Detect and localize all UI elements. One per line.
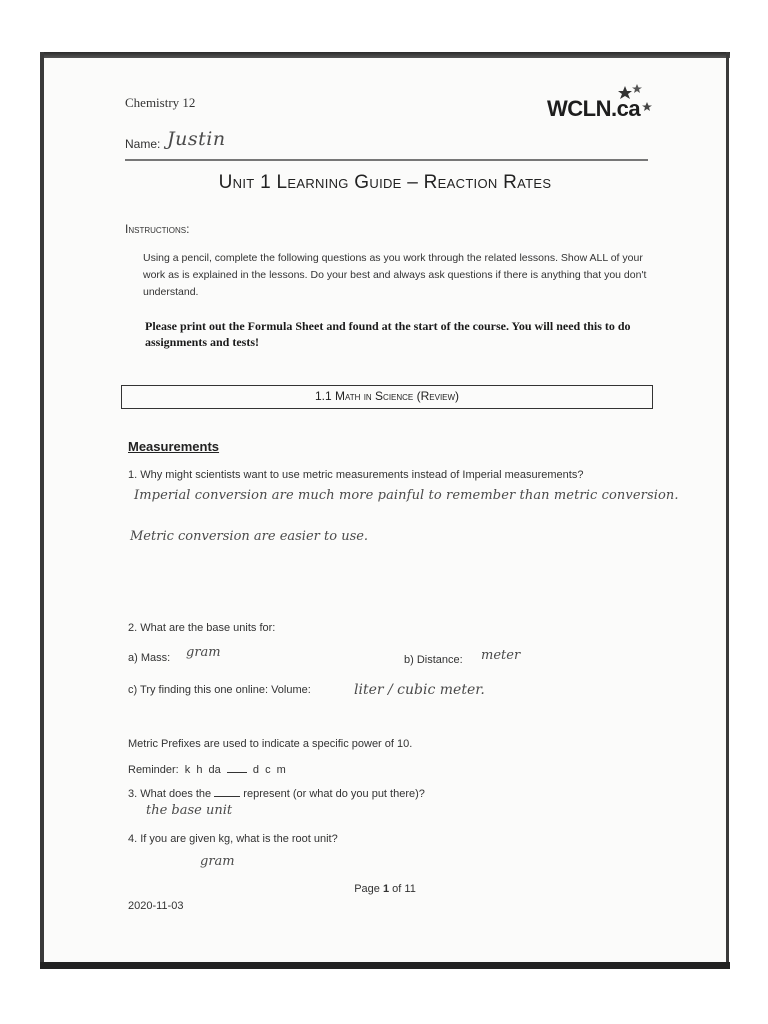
scan-edge-right — [726, 52, 729, 967]
answer-1-line-2: Metric conversion are easier to use. — [130, 529, 369, 544]
logo-stars-icon — [607, 84, 655, 114]
prefix-reminder — [128, 763, 286, 776]
answer-2b: meter — [481, 648, 521, 663]
reminder-prefix: Reminder: k h da — [128, 764, 221, 776]
measurements-heading: Measurements — [128, 439, 220, 454]
question-2: 2. What are the base units for: — [128, 622, 276, 634]
question-2a-label: a) Mass: — [128, 652, 171, 664]
header-rule — [125, 159, 648, 161]
question-3 — [128, 787, 425, 800]
document-date: 2020-11-03 — [128, 900, 184, 912]
name-value: Justin — [167, 128, 226, 150]
answer-4: gram — [200, 854, 235, 869]
answer-3: the base unit — [146, 803, 233, 818]
formula-sheet-note: Please print out the Formula Sheet and found at the start of the course. You will need this to do assignments and tests! — [145, 319, 631, 349]
name-label: Name: — [125, 137, 161, 151]
question-2c-label: c) Try finding this one online: Volume: — [128, 684, 311, 696]
document-page — [44, 58, 726, 962]
answer-2a: gram — [186, 645, 221, 660]
scan-edge-bottom — [40, 962, 730, 969]
question-1: 1. Why might scientists want to use metric measurements instead of Imperial measurements? — [128, 469, 584, 481]
wcln-logo — [547, 84, 657, 124]
page-number — [44, 883, 726, 895]
logo-text: WCLN.ca — [547, 96, 641, 121]
page-current: 1 — [382, 883, 390, 895]
section-title-box — [121, 385, 653, 409]
page-title: Unit 1 Learning Guide – Reaction Rates — [218, 172, 552, 193]
page-of: of — [392, 883, 402, 895]
instructions-heading: Instructions: — [125, 222, 190, 236]
course-label: Chemistry 12 — [125, 95, 196, 110]
page-total: 11 — [404, 883, 416, 895]
question-4: 4. If you are given kg, what is the root unit? — [128, 833, 338, 845]
question-2b-label: b) Distance: — [404, 654, 463, 666]
instructions-body: Using a pencil, complete the following questions as you work through the related lessons. Show ALL of your work as is explained in the lessons. Do your best and always ask questions if there is anything that you don't understand. — [143, 252, 647, 298]
question-3-end: represent (or what do you put there)? — [243, 788, 425, 800]
answer-2c: liter / cubic meter. — [354, 682, 485, 698]
reminder-suffix: d c m — [252, 764, 286, 776]
page-prefix: Page — [354, 883, 380, 895]
metric-prefix-intro: Metric Prefixes are used to indicate a specific power of 10. — [128, 738, 413, 750]
question-3-blank — [214, 787, 240, 797]
section-title: 1.1 Math in Science (Review) — [314, 389, 460, 403]
answer-1-line-1: Imperial conversion are much more painful to remember than metric conversion. — [134, 488, 679, 503]
reminder-blank — [227, 763, 247, 773]
question-3-start: 3. What does the — [128, 788, 212, 800]
